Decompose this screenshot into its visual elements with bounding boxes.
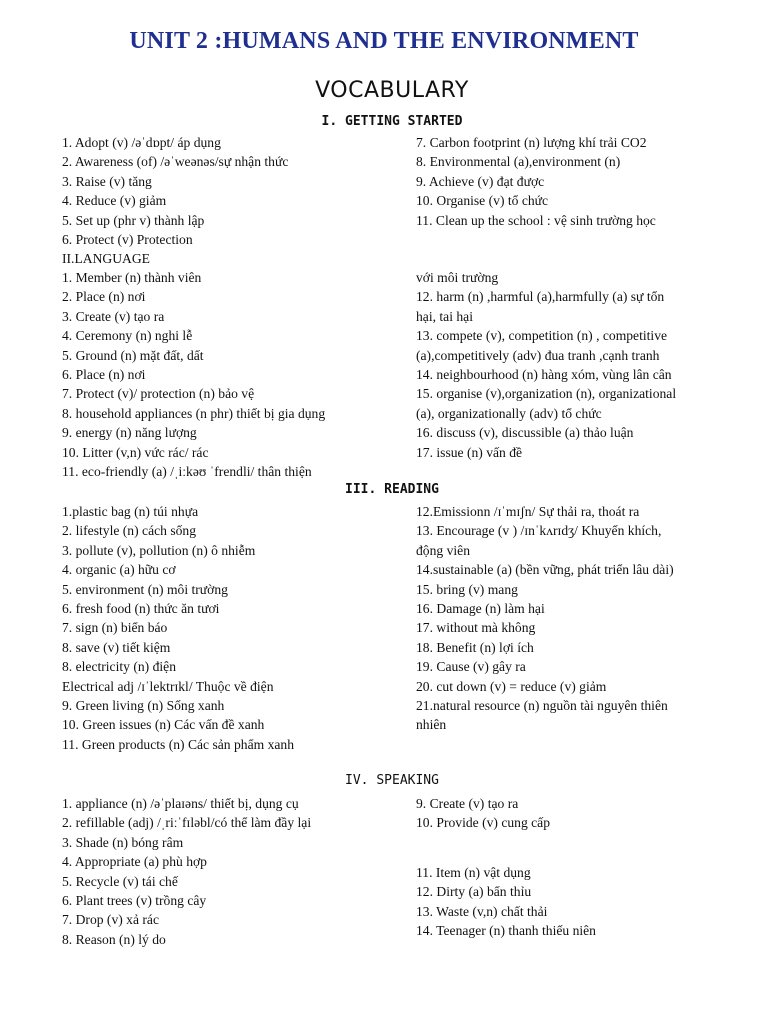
vocab-item: 12.Emissionn /ɪˈmɪʃn/ Sự thải ra, thoát ra (416, 504, 640, 519)
vocab-item: (a),competitively (adv) đua tranh ,cạnh tranh (416, 347, 660, 363)
vocab-item: 1. Member (n) thành viên (62, 270, 202, 285)
vocab-item: 20. cut down (v) = reduce (v) giảm (416, 678, 607, 694)
reading-right-column (416, 502, 674, 735)
vocab-item: 6. fresh food (n) thức ăn tươi (62, 600, 220, 616)
vocab-item: 9. Green living (n) Sống xanh (62, 697, 225, 713)
vocab-item: 10. Organise (v) tổ chức (416, 193, 549, 209)
vocab-item: 7. sign (n) biển báo (62, 620, 168, 636)
vocab-item: 8. Reason (n) lý do (62, 931, 166, 947)
vocab-item: 2. Place (n) nơi (62, 289, 146, 305)
vocab-item: 21.natural resource (n) nguồn tài nguyên thiên (416, 697, 668, 713)
vocab-item: 3. Raise (v) tăng (62, 173, 152, 189)
getting-started-left-column (62, 133, 288, 269)
vocab-item: 2. lifestyle (n) cách sống (62, 523, 197, 539)
vocab-item: 3. Shade (n) bóng râm (62, 834, 184, 850)
speaking-right-top-column (416, 794, 550, 833)
vocab-item: 6. Plant trees (v) trồng cây (62, 892, 207, 908)
page-title: UNIT 2 :HUMANS AND THE ENVIRONMENT (129, 28, 639, 54)
vocab-item: 14.sustainable (a) (bền vững, phát triển lâu dài) (416, 562, 674, 578)
vocab-item: 19. Cause (v) gây ra (416, 659, 526, 675)
vocab-item: 8. save (v) tiết kiệm (62, 639, 171, 655)
vocab-item: 2. Awareness (of) /əˈweənəs/sự nhận thức (62, 154, 289, 170)
vocab-item: Electrical adj /ɪˈlektrɪkl/ Thuộc về điện (62, 678, 274, 694)
vocabulary-heading: VOCABULARY (315, 78, 469, 103)
vocab-item: 18. Benefit (n) lợi ích (416, 639, 534, 655)
vocab-item: 13. Encourage (v ) /ɪnˈkʌrɪdʒ/ Khuyến khích, (416, 523, 662, 539)
vocab-item: 17. issue (n) vấn đề (416, 444, 523, 460)
vocab-item: 17. without mà không (416, 620, 536, 636)
vocab-item: 12. Dirty (a) bẩn thỉu (416, 884, 532, 900)
vocab-item: 7. Protect (v)/ protection (n) bảo vệ (62, 386, 255, 402)
vocab-item: 6. Place (n) nơi (62, 366, 146, 382)
vocab-item: 8. electricity (n) điện (62, 659, 176, 675)
reading-left-column (62, 502, 294, 754)
vocab-item: 11. Item (n) vật dụng (416, 865, 531, 880)
vocab-item: 2. refillable (adj) /ˌriːˈfɪləbl/có thể làm đầy lại (62, 815, 312, 831)
vocab-item: 1. appliance (n) /əˈplaɪəns/ thiết bị, dụng cụ (62, 796, 299, 811)
vocab-item: 15. bring (v) mang (416, 581, 518, 597)
vocab-item: 10. Litter (v,n) vức rác/ rác (62, 444, 209, 460)
vocab-item: 3. pollute (v), pollution (n) ô nhiễm (62, 542, 256, 558)
vocab-item: 11. eco-friendly (a) /ˌiːkəʊ ˈfrendli/ thân thiện (62, 463, 312, 479)
vocab-item: 4. Appropriate (a) phù hợp (62, 854, 207, 870)
vocab-item: 8. household appliances (n phr) thiết bị gia dụng (62, 405, 326, 421)
vocab-item: 3. Create (v) tạo ra (62, 308, 165, 324)
section-heading-getting-started: I. GETTING STARTED (321, 114, 463, 129)
vocab-item: 7. Drop (v) xả rác (62, 912, 160, 928)
vocab-item: (a), organizationally (adv) tổ chức (416, 405, 602, 421)
vocab-item: 14. neighbourhood (n) hàng xóm, vùng lân cân (416, 366, 672, 382)
vocab-item: 9. Achieve (v) đạt được (416, 173, 545, 189)
vocab-item: 5. Recycle (v) tái chế (62, 873, 178, 889)
vocab-item: 11. Clean up the school : vệ sinh trường học (416, 212, 656, 228)
vocab-item: 11. Green products (n) Các sản phẩm xanh (62, 736, 295, 752)
vocab-item: 9. energy (n) năng lượng (62, 425, 197, 441)
vocab-item: 10. Provide (v) cung cấp (416, 815, 551, 831)
vocab-item: 1.plastic bag (n) túi nhựa (62, 504, 199, 519)
vocab-item: 13. compete (v), competition (n) , competitive (416, 328, 668, 344)
section-heading-reading: III. READING (345, 482, 439, 497)
vocab-item: 5. environment (n) môi trường (62, 581, 228, 597)
vocab-item: 7. Carbon footprint (n) lượng khí trải CO2 (416, 135, 647, 150)
vocab-item: hại, tai hại (416, 308, 473, 324)
vocab-item: 4. Ceremony (n) nghi lễ (62, 328, 193, 344)
vocab-item: 13. Waste (v,n) chất thải (416, 903, 548, 919)
speaking-right-bottom-column (416, 863, 596, 941)
speaking-left-column (62, 794, 311, 949)
vocab-item: 16. discuss (v), discussible (a) thảo luận (416, 425, 634, 441)
vocab-item: 4. organic (a) hữu cơ (62, 562, 176, 578)
vocab-item: 12. harm (n) ,harmful (a),harmfully (a) sự tổn (416, 289, 665, 305)
vocab-item: 4. Reduce (v) giảm (62, 193, 167, 209)
vocab-item: 16. Damage (n) làm hại (416, 600, 545, 616)
vocab-item: động viên (416, 542, 470, 558)
vocab-item: 14. Teenager (n) thanh thiếu niên (416, 923, 596, 939)
vocab-item: 6. Protect (v) Protection (62, 231, 193, 247)
language-right-column (416, 268, 676, 462)
getting-started-right-column (416, 133, 656, 230)
vocab-item: 5. Set up (phr v) thành lập (62, 212, 205, 228)
section-heading-speaking: IV. SPEAKING (345, 773, 439, 788)
vocab-item: 9. Create (v) tạo ra (416, 796, 519, 811)
language-left-column (62, 268, 325, 481)
vocab-item: với môi trường (416, 270, 499, 285)
vocab-item: 1. Adopt (v) /əˈdɒpt/ áp dụng (62, 135, 221, 150)
vocab-item: 5. Ground (n) mặt đất, dất (62, 347, 204, 363)
vocab-item: 8. Environmental (a),environment (n) (416, 154, 621, 170)
language-heading: II.LANGUAGE (62, 251, 150, 267)
vocab-item: 15. organise (v),organization (n), organizational (416, 386, 677, 402)
vocab-item: nhiên (416, 717, 447, 733)
vocab-item: 10. Green issues (n) Các vấn đề xanh (62, 717, 265, 733)
